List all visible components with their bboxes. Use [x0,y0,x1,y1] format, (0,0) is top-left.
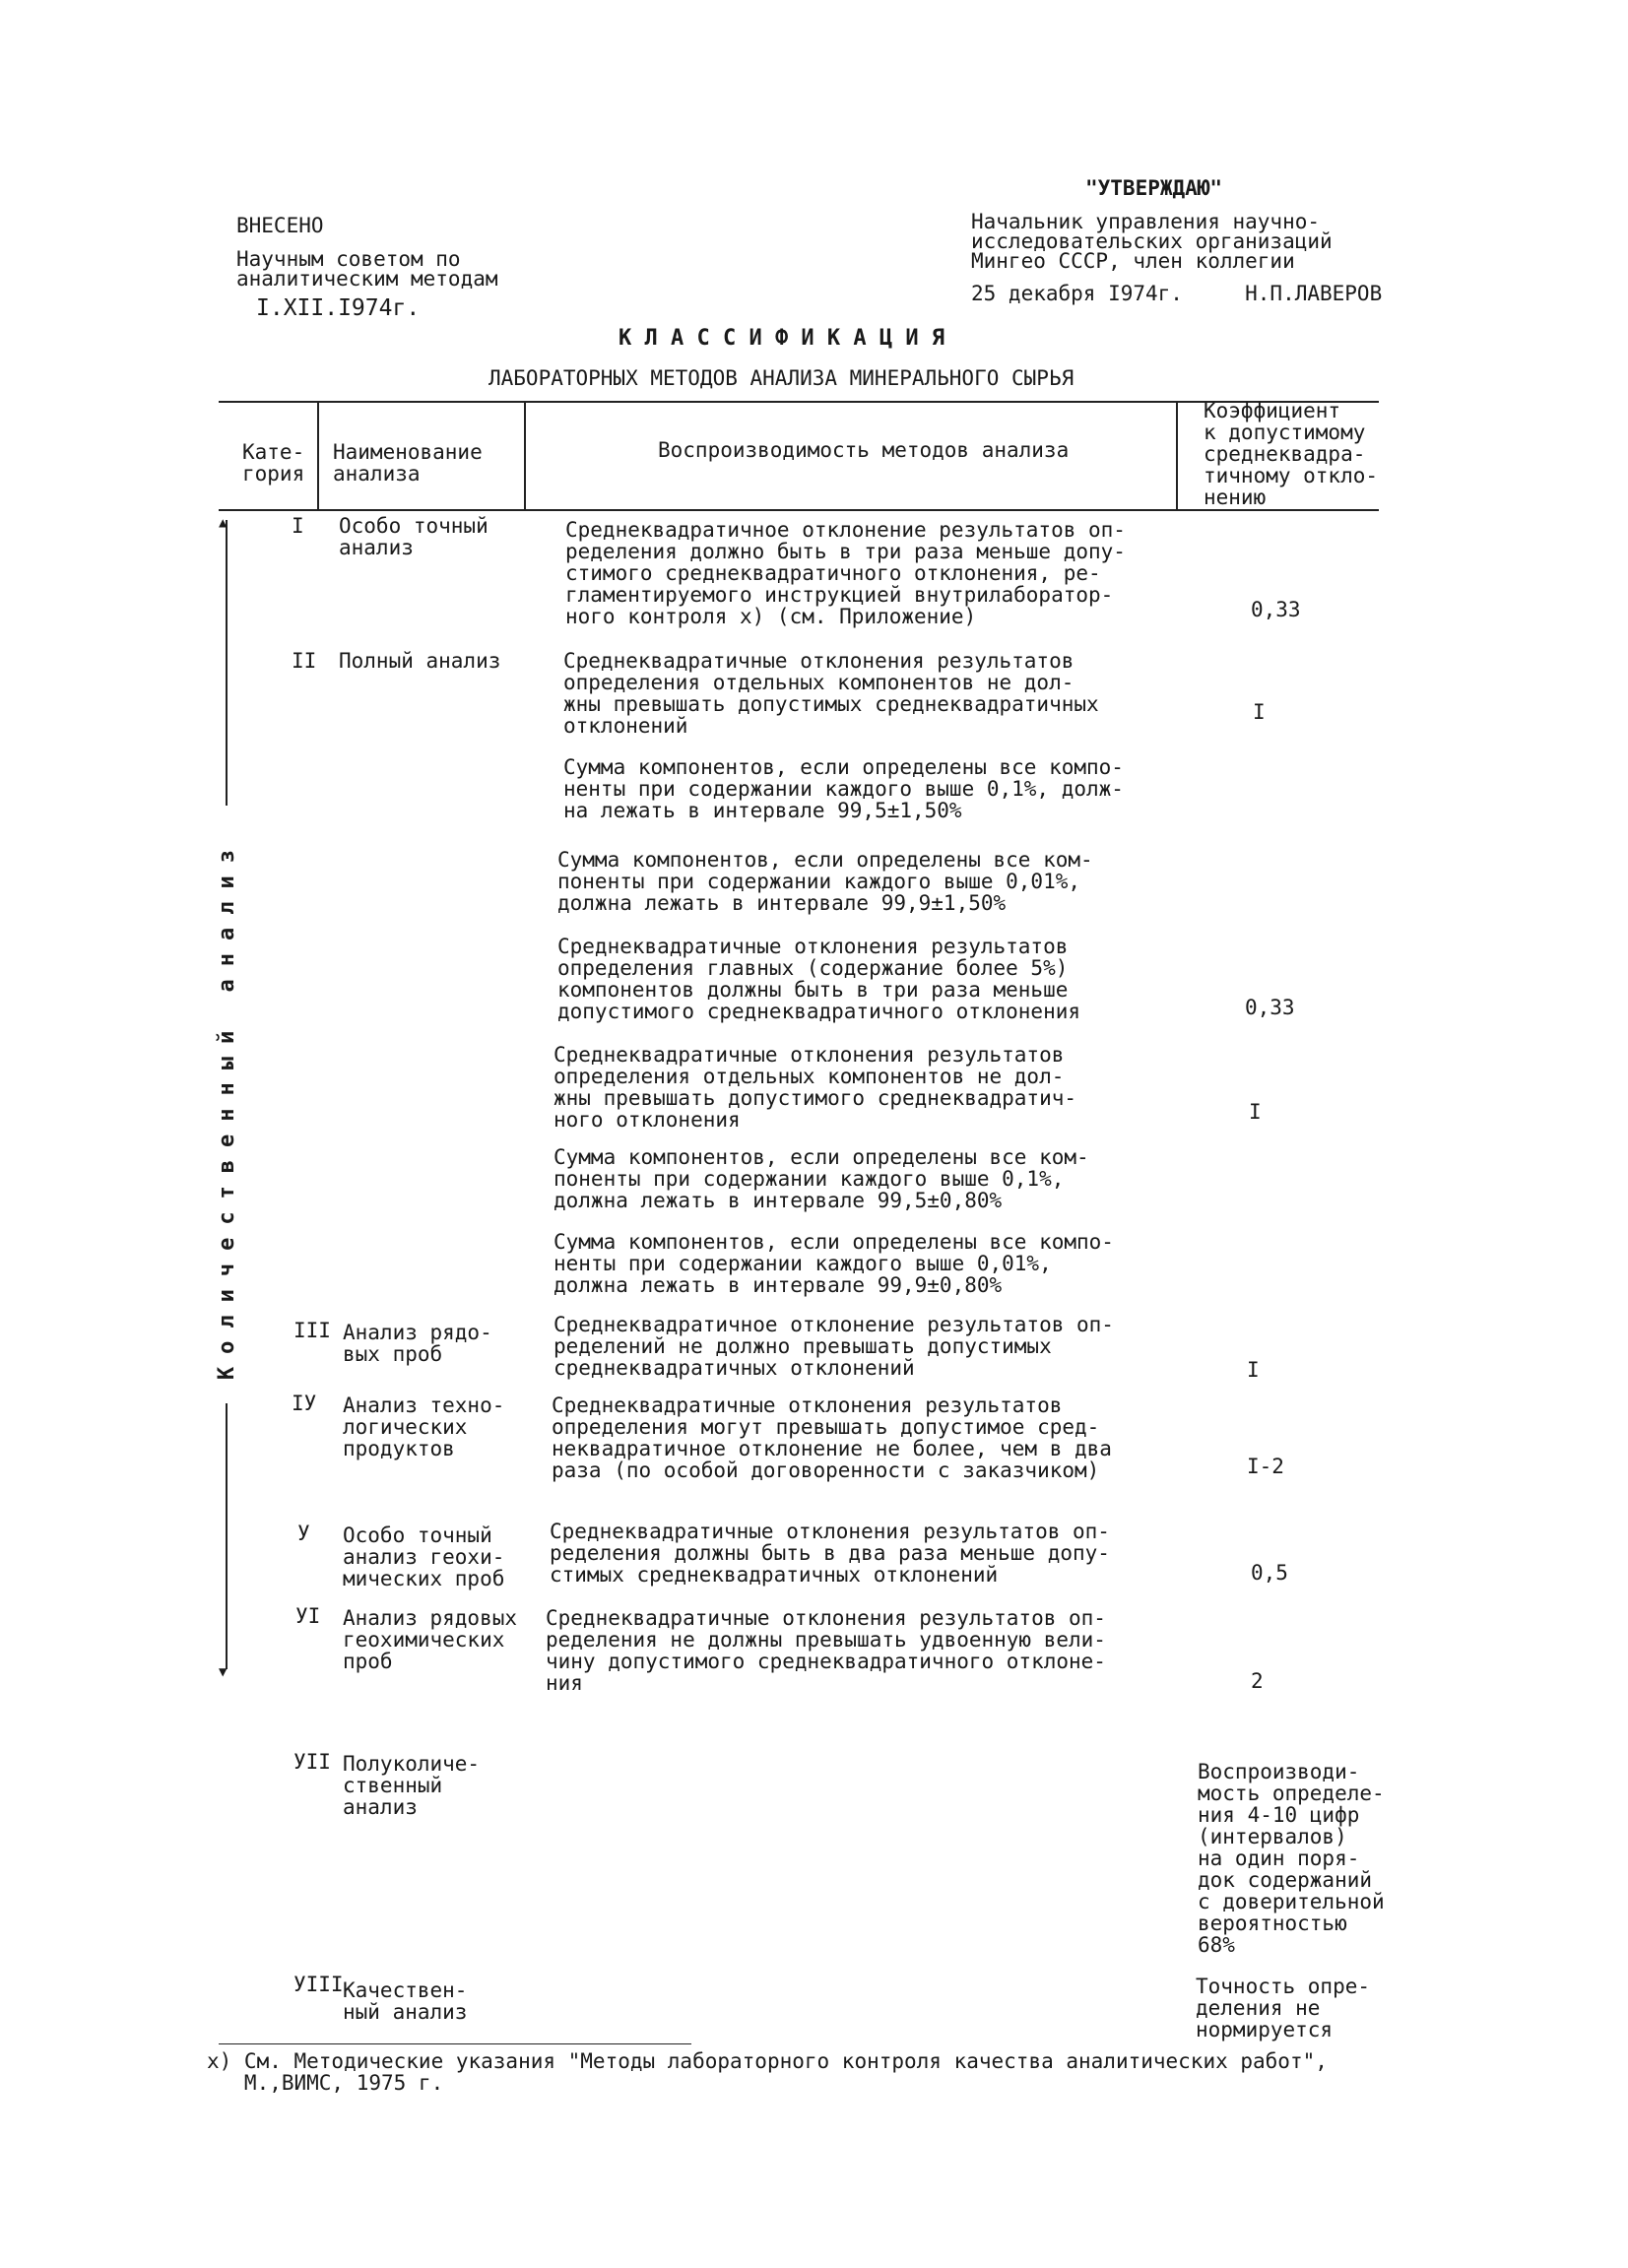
bracket-line-top [226,520,228,806]
row-11-category: У [297,1522,310,1545]
row-12-coef: 2 [1251,1669,1264,1693]
row-9-text: Среднеквадратичное отклонение результатов оп- ределений не должно превышать допустимых среднеквадратичных отклонений [554,1313,1114,1380]
table-header-bottom-rule [219,509,1379,511]
document-subtitle: ЛАБОРАТОРНЫХ МЕТОДОВ АНАЛИЗА МИНЕРАЛЬНОГО СЫРЬЯ [488,366,1074,390]
row-9-coef: I [1247,1358,1260,1382]
row-3-text: Сумма компонентов, если определены все компо- ненты при содержании каждого выше 0,1%, долж- на лежать в интервале 99,5±1,50% [563,755,1124,822]
row-13-coef: Воспроизводи- мость определе- ния 4-10 цифр (интервалов) на один поря- док содержаний с доверительной вероятностью 68% [1198,1760,1385,1957]
bracket-line-bottom [226,1403,228,1669]
row-4-text: Сумма компонентов, если определены все ком- поненты при содержании каждого выше 0,01%, должна лежать в интервале 99,9±1,50% [557,848,1093,915]
row-10-text: Среднеквадратичные отклонения результатов определения могут превышать допустимое сред- неквадратичное отклонение не более, чем в два раза (по особой договоренности с заказчиком) [552,1393,1112,1482]
row-7-text: Сумма компонентов, если определены все ком- поненты при содержании каждого выше 0,1%, должна лежать в интервале 99,5±0,80% [554,1145,1089,1212]
row-6-coef: I [1249,1100,1262,1124]
header-introduced: ВНЕСЕНО [236,214,324,237]
header-approver-2: исследовательских организаций [971,229,1333,253]
row-11-text: Среднеквадратичные отклонения результатов оп- ределения должны быть в два раза меньше допу- стимых среднеквадратичных отклонений [550,1520,1110,1587]
document-title: К Л А С С И Ф И К А Ц И Я [619,326,945,351]
header-council-2: аналитическим методам [236,267,498,291]
header-approver-1: Начальник управления научно- [971,210,1321,233]
row-2-text: Среднеквадратичные отклонения результатов определения отдельных компонентов не дол- жны превышать допустимых среднеквадратичных отклонений [563,649,1099,738]
header-council: Научным советом по [236,247,461,271]
row-10-category: IУ [292,1392,317,1415]
row-14-name: Качествен- ный анализ [343,1978,468,2024]
footnote: x) См. Методические указания "Методы лабораторного контроля качества аналитических работ", М.,ВИМС, 1975 г. [207,2049,1328,2095]
row-2-category: II [292,649,317,673]
side-label: Количественный анализ [215,837,239,1381]
row-1-coef: 0,33 [1251,598,1301,621]
row-14-category: УIII [293,1973,344,1996]
row-12-category: УI [295,1604,321,1628]
header-category: Кате- гория [242,440,305,486]
row-10-coef: I-2 [1247,1455,1284,1478]
bracket-arrow-up-icon: ▲ [219,515,228,531]
footnote-rule [219,2043,691,2044]
header-reproducibility: Воспроизводимость методов анализа [658,438,1070,462]
row-1-name: Особо точный анализ [339,514,488,559]
header-date-left: I.XII.I974г. [256,295,421,321]
header-coefficient: Коэффициент к допустимому среднеквадра- тичному откло- нению [1204,399,1379,509]
row-12-name: Анализ рядовых геохимических проб [343,1606,518,1673]
row-11-name: Особо точный анализ геохи- мических проб [343,1523,505,1590]
header-approver-3: Мингео СССР, член коллегии [971,249,1295,273]
row-13-name: Полуколиче- ственный анализ [343,1752,481,1819]
row-12-text: Среднеквадратичные отклонения результатов оп- ределения не должны превышать удвоенную вели- чину допустимого среднеквадратичного отклоне- ния [546,1606,1106,1695]
row-1-category: I [292,514,304,538]
row-11-coef: 0,5 [1251,1561,1288,1585]
table-col-divider-3 [1176,401,1178,509]
row-9-name: Анализ рядо- вых проб [343,1321,492,1366]
row-13-category: УII [293,1750,331,1774]
header-name: Наименование анализа [333,440,483,486]
row-14-coef: Точность опре- деления не нормируется [1196,1975,1371,2041]
table-col-divider-2 [524,401,526,509]
header-approval-date: 25 декабря I974г. Н.П.ЛАВЕРОВ [971,282,1383,305]
row-9-category: III [293,1319,331,1342]
header-approved: "УТВЕРЖДАЮ" [1085,176,1223,200]
row-5-text: Среднеквадратичные отклонения результатов определения главных (содержание более 5%) компонентов должны быть в три раза меньше допустимого среднеквадратичного отклонения [557,935,1081,1023]
row-6-text: Среднеквадратичные отклонения результатов определения отдельных компонентов не дол- жны превышать допустимого среднеквадратич- ного отклонения [554,1043,1077,1132]
row-10-name: Анализ техно- логических продуктов [343,1393,505,1460]
bracket-arrow-down-icon: ▼ [219,1664,228,1680]
row-2-coef: I [1253,700,1266,724]
row-1-text: Среднеквадратичное отклонение результатов оп- ределения должно быть в три раза меньше допу- стимого среднеквадратичного отклонения, ре- гламентируемого инструкцией внутрилаборатор- ного контроля x) (см. Приложение) [565,518,1126,628]
row-2-name: Полный анализ [339,649,501,673]
row-8-text: Сумма компонентов, если определены все компо- ненты при содержании каждого выше 0,01%, должна лежать в интервале 99,9±0,80% [554,1230,1114,1297]
row-5-coef: 0,33 [1245,996,1295,1019]
table-col-divider-1 [317,401,319,509]
